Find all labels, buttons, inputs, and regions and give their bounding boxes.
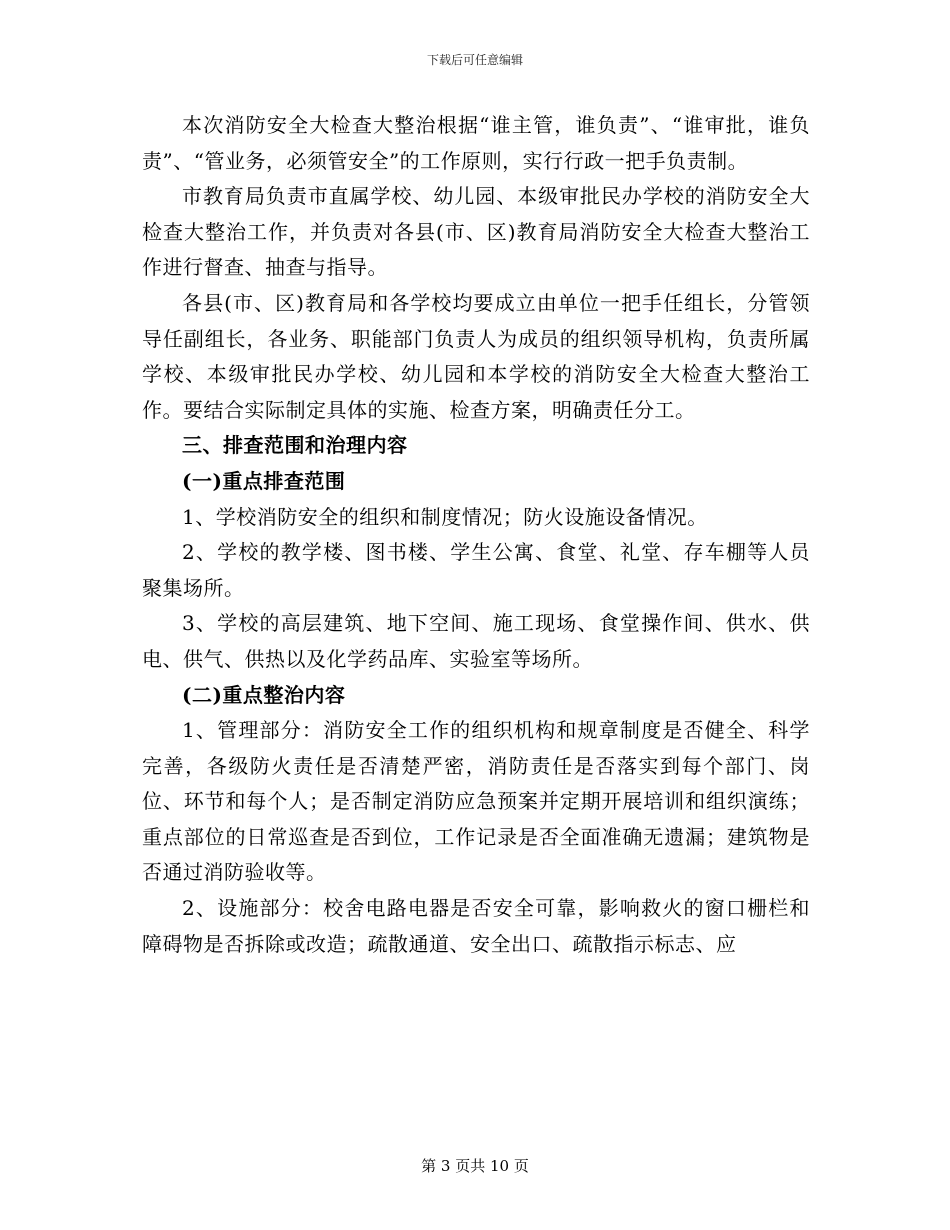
- scope-item-2: 2、学校的教学楼、图书楼、学生公寓、食堂、礼堂、存车棚等人员聚集场所。: [142, 540, 810, 600]
- subheading-inspection-scope: (一)重点排查范围: [182, 468, 346, 493]
- section-heading-scope: 三、排查范围和治理内容: [182, 433, 408, 458]
- rectification-item-2: 2、设施部分：校舍电路电器是否安全可靠，影响救火的窗口栅栏和障碍物是否拆除或改造；疏散通道、安全出口、疏散指示标志、应: [142, 896, 810, 956]
- paragraph-principle: 本次消防安全大检查大整治根据“谁主管，谁负责”、“谁审批，谁负责”、“管业务，必须管安全”的工作原则，实行行政一把手负责制。: [142, 113, 810, 173]
- paragraph-city-bureau: 市教育局负责市直属学校、幼儿园、本级审批民办学校的消防安全大检查大整治工作，并负责对各县(市、区)教育局消防安全大检查大整治工作进行督查、抽查与指导。: [142, 184, 810, 280]
- scope-item-1: 1、学校消防安全的组织和制度情况；防火设施设备情况。: [182, 504, 708, 529]
- document-body: [142, 108, 810, 962]
- subheading-rectification-content: (二)重点整治内容: [182, 682, 346, 707]
- rectification-item-1: 1、管理部分：消防安全工作的组织机构和规章制度是否健全、科学完善，各级防火责任是否清楚严密，消防责任是否落实到每个部门、岗位、环节和每个人；是否制定消防应急预案并定期开展培训和组织演练；重点部位的日常巡查是否到位，工作记录是否全面准确无遗漏；建筑物是否通过消防验收等。: [142, 718, 810, 885]
- scope-item-3: 3、学校的高层建筑、地下空间、施工现场、食堂操作间、供水、供电、供气、供热以及化学药品库、实验室等场所。: [142, 611, 810, 671]
- download-note: 下载后可任意编辑: [426, 53, 523, 67]
- page-number: 第 3 页共 10 页: [421, 1157, 529, 1175]
- paragraph-county-bureau: 各县(市、区)教育局和各学校均要成立由单位一把手任组长，分管领导任副组长，各业务、职能部门负责人为成员的组织领导机构，负责所属学校、本级审批民办学校、幼儿园和本学校的消防安全大检查大整治工作。要结合实际制定具体的实施、检查方案，明确责任分工。: [142, 290, 810, 422]
